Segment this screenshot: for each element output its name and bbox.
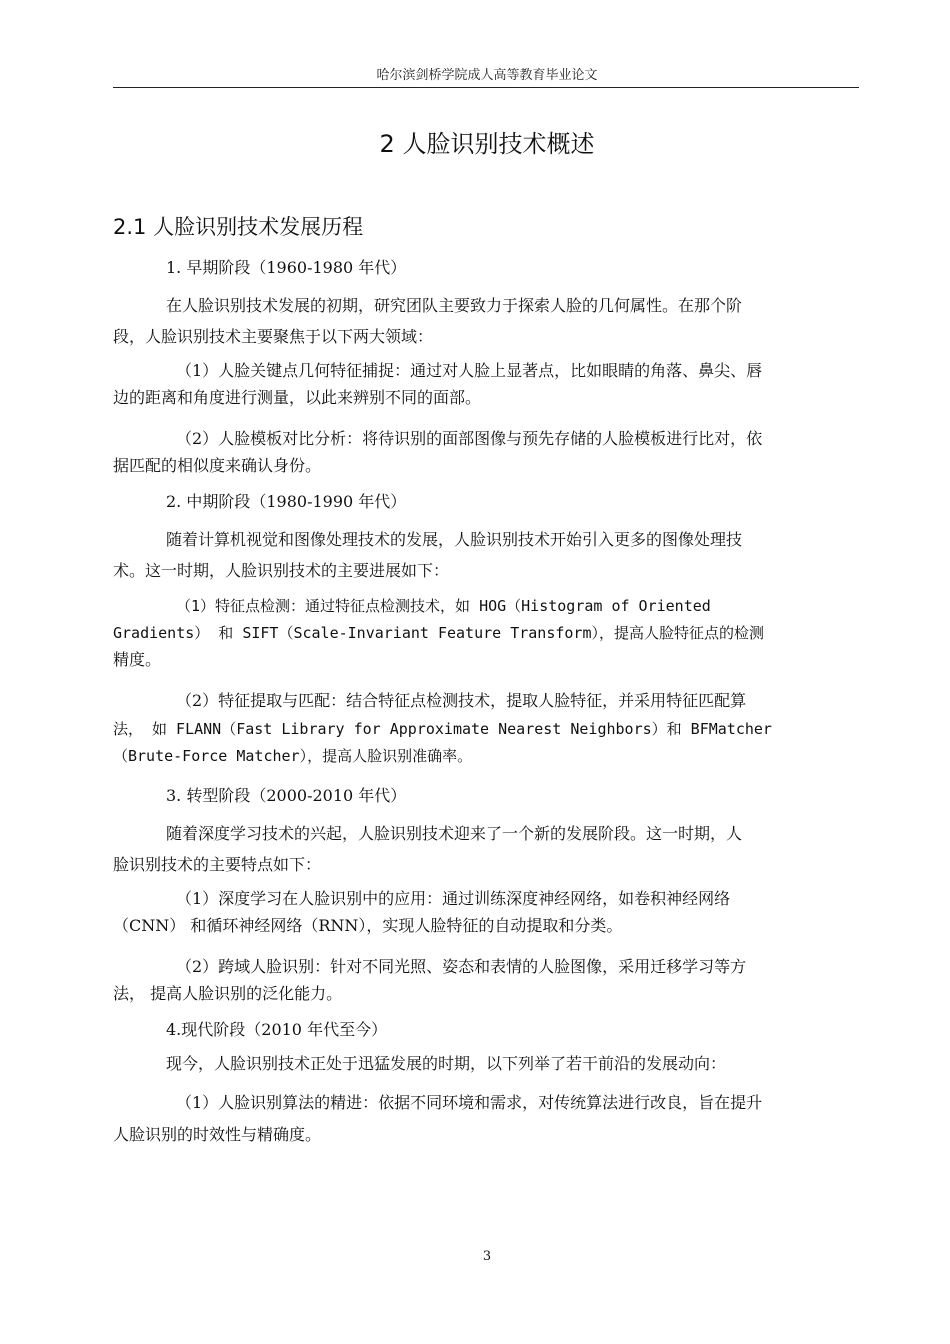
paragraph-line: （1）人脸识别算法的精进：依据不同环境和需求，对传统算法进行改良，旨在提升: [176, 1093, 763, 1112]
page-number: 3: [482, 1249, 492, 1264]
paragraph-line: 人脸识别的时效性与精确度。: [113, 1125, 322, 1144]
stage-heading-early: 1. 早期阶段（1960-1980 年代）: [166, 258, 407, 277]
paragraph-line: （2）跨域人脸识别：针对不同光照、姿态和表情的人脸图像，采用迁移学习等方: [176, 957, 747, 976]
paragraph-line: （Brute-Force Matcher），提高人脸识别准确率。: [113, 747, 473, 765]
paragraph-line: 法， 如 FLANN（Fast Library for Approximate Nearest Neighbors）和 BFMatcher: [113, 720, 772, 738]
paragraph-line: （2）特征提取与匹配：结合特征点检测技术，提取人脸特征，并采用特征匹配算: [176, 691, 747, 710]
paragraph-line: 术。这一时期，人脸识别技术的主要进展如下：: [113, 561, 450, 580]
paragraph-line: 法， 提高人脸识别的泛化能力。: [113, 984, 343, 1003]
paragraph-line: 脸识别技术的主要特点如下：: [113, 855, 322, 874]
section-title: 2.1 人脸识别技术发展历程: [113, 215, 364, 239]
page-header: 哈尔滨剑桥学院成人高等教育毕业论文: [376, 68, 598, 83]
paragraph-line: （1）特征点检测：通过特征点检测技术，如 HOG（Histogram of Oriented: [176, 597, 711, 615]
paragraph-line: 在人脸识别技术发展的初期，研究团队主要致力于探索人脸的几何属性。在那个阶: [166, 296, 743, 315]
paragraph-line: （CNN） 和循环神经网络（RNN），实现人脸特征的自动提取和分类。: [113, 916, 623, 935]
paragraph-line: 据匹配的相似度来确认身份。: [113, 456, 322, 475]
header-divider: [113, 87, 859, 88]
stage-heading-transition: 3. 转型阶段（2000-2010 年代）: [166, 786, 407, 805]
paragraph-line: 随着计算机视觉和图像处理技术的发展，人脸识别技术开始引入更多的图像处理技: [166, 530, 743, 549]
paragraph-line: 精度。: [113, 650, 162, 669]
paragraph-line: 随着深度学习技术的兴起，人脸识别技术迎来了一个新的发展阶段。这一时期，人: [166, 824, 743, 843]
paragraph-line: 段，人脸识别技术主要聚焦于以下两大领域：: [113, 327, 434, 346]
stage-heading-modern: 4.现代阶段（2010 年代至今）: [166, 1020, 388, 1039]
paragraph-line: （2）人脸模板对比分析：将待识别的面部图像与预先存储的人脸模板进行比对，依: [176, 429, 763, 448]
paragraph-line: 现今，人脸识别技术正处于迅猛发展的时期，以下列举了若干前沿的发展动向：: [166, 1054, 727, 1073]
paragraph-line: Gradients） 和 SIFT（Scale-Invariant Feature Transform），提高人脸特征点的检测: [113, 624, 764, 642]
stage-heading-middle: 2. 中期阶段（1980-1990 年代）: [166, 492, 407, 511]
chapter-title: 2 人脸识别技术概述: [379, 130, 595, 158]
paragraph-line: （1）人脸关键点几何特征捕捉：通过对人脸上显著点，比如眼睛的角落、鼻尖、唇: [176, 361, 763, 380]
paragraph-line: （1）深度学习在人脸识别中的应用：通过训练深度神经网络，如卷积神经网络: [176, 889, 731, 908]
paragraph-line: 边的距离和角度进行测量，以此来辨别不同的面部。: [113, 388, 482, 407]
